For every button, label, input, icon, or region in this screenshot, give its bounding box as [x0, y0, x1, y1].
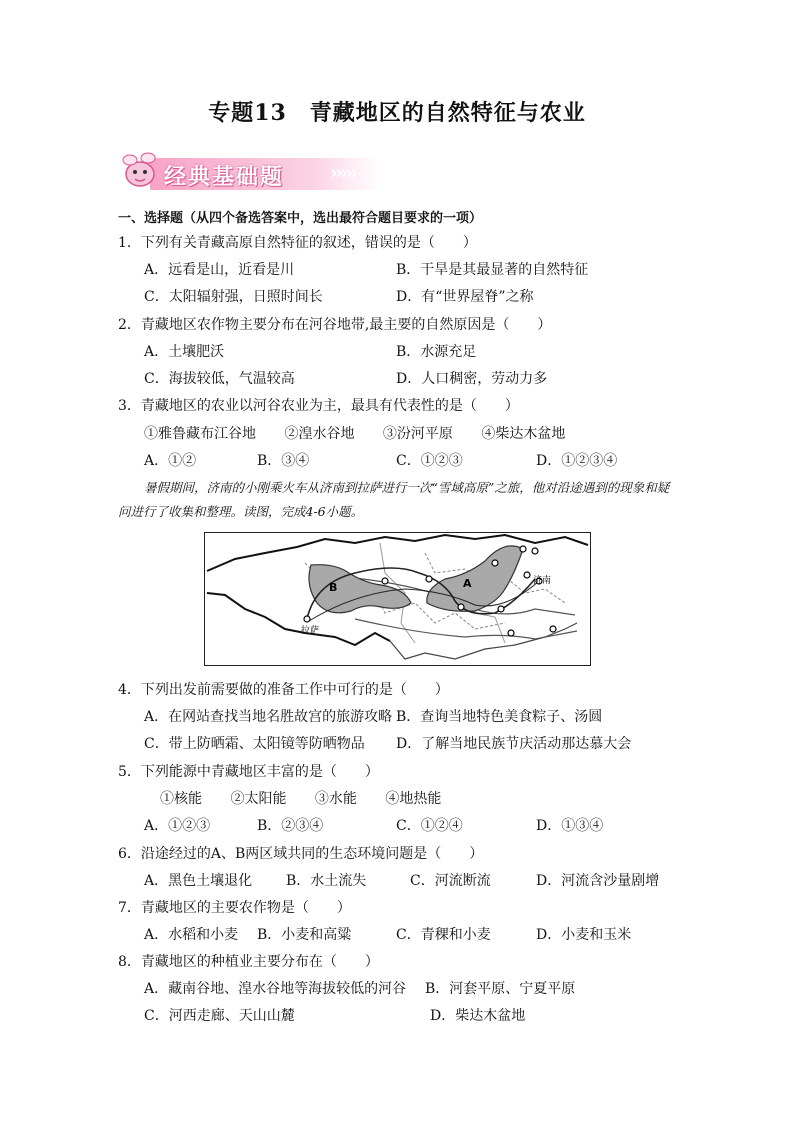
- banner-title: 经典基础题: [164, 164, 285, 190]
- question-1: 1．下列有关青藏高原自然特征的叙述，错误的是（ ）: [118, 235, 477, 251]
- q3-option-a: A．①②: [144, 453, 197, 469]
- question-5: 5．下列能源中青藏地区丰富的是（ ）: [118, 764, 379, 780]
- q3-option-b: B．③④: [257, 453, 310, 469]
- q8-option-b: B．河套平原、宁夏平原: [425, 981, 576, 997]
- bee-mascot-icon: [118, 148, 162, 192]
- q7-option-d: D．小麦和玉米: [536, 927, 632, 943]
- section-banner: [118, 148, 378, 194]
- q6-option-a: A．黑色土壤退化: [144, 873, 253, 889]
- q2-option-a: A．土壤肥沃: [144, 344, 225, 360]
- q3-item: ①雅鲁藏布江谷地: [144, 426, 256, 442]
- q5-item: ④地热能: [385, 791, 442, 807]
- map-city-lhasa: 拉萨: [301, 626, 320, 636]
- q5-option-d: D．①③④: [536, 818, 604, 834]
- q5-item: ②太阳能: [230, 791, 287, 807]
- q2-option-d: D．人口稠密，劳动力多: [396, 371, 548, 387]
- q3-items: [144, 423, 589, 443]
- q4-option-d: D．了解当地民族节庆活动那达慕大会: [396, 736, 632, 752]
- q1-option-b: B．干旱是其最显著的自然特征: [396, 262, 589, 278]
- q5-option-a: A．①②③: [144, 818, 211, 834]
- question-8: 8．青藏地区的种植业主要分布在（ ）: [118, 954, 379, 970]
- map-graphic: [205, 533, 590, 665]
- q1-option-d: D．有“世界屋脊”之称: [396, 289, 534, 305]
- q7-option-a: A．水稻和小麦: [144, 927, 239, 943]
- q6-option-b: B．水土流失: [286, 873, 367, 889]
- q4-option-a: A．在网站查找当地名胜故宫的旅游攻略: [144, 709, 393, 725]
- q3-option-c: C．①②③: [396, 453, 463, 469]
- page-title: 专题13 青藏地区的自然特征与农业: [208, 100, 586, 126]
- section-heading: 一、选择题（从四个备选答案中，选出最符合题目要求的一项）: [118, 211, 483, 226]
- q3-item: ④柴达木盆地: [481, 426, 566, 442]
- q5-option-b: B．②③④: [257, 818, 324, 834]
- question-2: 2．青藏地区农作物主要分布在河谷地带,最主要的自然原因是（ ）: [118, 317, 552, 333]
- route-map: [204, 532, 591, 666]
- map-region-b-label: B: [329, 581, 338, 594]
- map-region-a-label: A: [463, 577, 472, 590]
- q1-option-c: C．太阳辐射强，日照时间长: [144, 289, 323, 305]
- q2-option-b: B．水源充足: [396, 344, 477, 360]
- q7-option-c: C．青稞和小麦: [396, 927, 491, 943]
- question-6: 6．沿途经过的A、B两区域共同的生态环境问题是（ ）: [118, 846, 484, 862]
- q8-option-c: C．河西走廊、天山山麓: [144, 1008, 295, 1024]
- question-4: 4．下列出发前需要做的准备工作中可行的是（ ）: [118, 682, 449, 698]
- question-3: 3．青藏地区的农业以河谷农业为主，最具有代表性的是（ ）: [118, 398, 519, 414]
- q2-option-c: C．海拔较低，气温较高: [144, 371, 295, 387]
- q6-option-d: D．河流含沙量剧增: [536, 873, 660, 889]
- question-7: 7．青藏地区的主要农作物是（ ）: [118, 900, 351, 916]
- chevron-decoration-icon: ›››››: [330, 160, 355, 184]
- q3-option-d: D．①②③④: [536, 453, 618, 469]
- q3-item: ②湟水谷地: [284, 426, 355, 442]
- q3-item: ③汾河平原: [382, 426, 453, 442]
- q4-option-b: B．查询当地特色美食粽子、汤圆: [396, 709, 603, 725]
- q4-option-c: C．带上防晒霜、太阳镜等防晒物品: [144, 736, 365, 752]
- q6-option-c: C．河流断流: [410, 873, 491, 889]
- q5-item: ③水能: [314, 791, 357, 807]
- q5-item: ①核能: [160, 791, 202, 807]
- q8-option-d: D．柴达木盆地: [430, 1008, 526, 1024]
- q5-items: [160, 788, 465, 808]
- q1-option-a: A．远看是山，近看是川: [144, 262, 295, 278]
- q7-option-b: B．小麦和高粱: [257, 927, 352, 943]
- map-city-jinan: 济南: [533, 576, 552, 586]
- reading-passage: 暑假期间，济南的小刚乘火车从济南到拉萨进行一次“雪域高原”之旅，他对沿途遇到的现象和疑问进行了收集和整理。读图，完成4-6小题。: [118, 480, 670, 519]
- q8-option-a: A．藏南谷地、湟水谷地等海拔较低的河谷: [144, 981, 407, 997]
- q5-option-c: C．①②④: [396, 818, 463, 834]
